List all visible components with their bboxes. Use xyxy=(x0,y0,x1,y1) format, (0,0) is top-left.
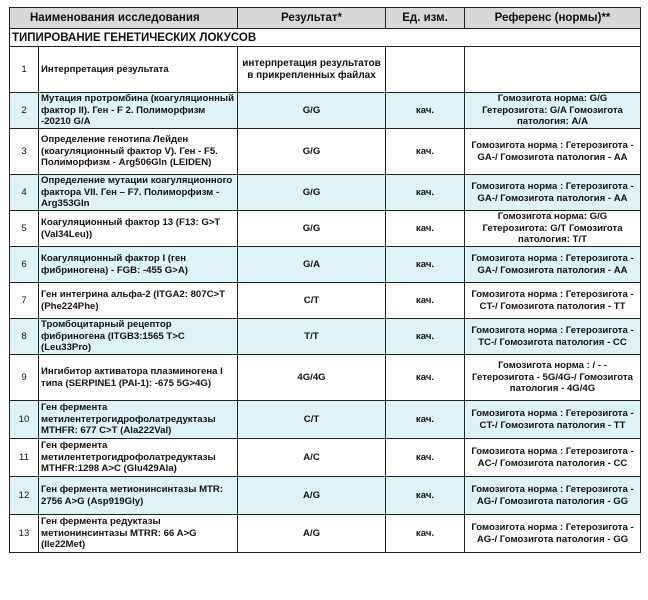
table-row xyxy=(10,355,641,401)
header-result: Результат* xyxy=(238,8,386,29)
test-name: Ген фермента метионинсинтазы MTR: 2756 A>G (Asp919Gly) xyxy=(39,477,238,515)
row-number: 6 xyxy=(10,247,39,283)
row-number: 9 xyxy=(10,355,39,401)
reference-value: Гомозигота норма : Гетерозигота - CT-/ Гомозигота патология - TT xyxy=(465,283,641,319)
result-value: C/T xyxy=(238,283,386,319)
test-name: Определение генотипа Лейден (коагуляционный фактор V). Ген - F5. Полиморфизм - Arg506Gln (LEIDEN) xyxy=(39,129,238,175)
unit-value: кач. xyxy=(386,247,465,283)
unit-value: кач. xyxy=(386,175,465,211)
reference-value xyxy=(465,47,641,93)
test-name: Коагуляционный фактор I (ген фибриногена) - FGB: -455 G>A) xyxy=(39,247,238,283)
unit-value: кач. xyxy=(386,93,465,129)
section-row xyxy=(10,29,641,47)
unit-value: кач. xyxy=(386,355,465,401)
result-value: G/G xyxy=(238,211,386,247)
row-number: 12 xyxy=(10,477,39,515)
test-name: Ген фермента метилентетрогидрофолатредуктазы MTHFR:1298 A>C (Glu429Ala) xyxy=(39,439,238,477)
table-row xyxy=(10,247,641,283)
reference-value: Гомозигота норма: G/G Гетерозигота: G/A Гомозигота патология: A/A xyxy=(465,93,641,129)
table-row xyxy=(10,93,641,129)
result-value: A/C xyxy=(238,439,386,477)
result-value: C/T xyxy=(238,401,386,439)
unit-value: кач. xyxy=(386,129,465,175)
result-value: G/G xyxy=(238,175,386,211)
result-value: A/G xyxy=(238,477,386,515)
test-name: Ген фермента метилентетрогидрофолатредуктазы MTHFR: 677 C>T (Ala222Val) xyxy=(39,401,238,439)
test-name: Тромбоцитарный рецептор фибриногена (ITGB3:1565 T>C (Leu33Pro) xyxy=(39,319,238,355)
table-row xyxy=(10,439,641,477)
reference-value: Гомозигота норма : Гетерозигота - AC-/ Гомозигота патология - CC xyxy=(465,439,641,477)
table-row xyxy=(10,319,641,355)
unit-value: кач. xyxy=(386,211,465,247)
result-value: 4G/4G xyxy=(238,355,386,401)
row-number: 11 xyxy=(10,439,39,477)
header-name: Наименования исследования xyxy=(10,8,238,29)
reference-value: Гомозигота норма : Гетерозигота - TC-/ Гомозигота патология - CC xyxy=(465,319,641,355)
unit-value: кач. xyxy=(386,283,465,319)
result-value: G/G xyxy=(238,129,386,175)
row-number: 10 xyxy=(10,401,39,439)
test-name: Определение мутации коагуляционного фактора VII. Ген – F7. Полиморфизм - Arg353Gln xyxy=(39,175,238,211)
reference-value: Гомозигота норма : Гетерозигота - CT-/ Гомозигота патология - TT xyxy=(465,401,641,439)
result-value: интерпретация результатов в прикрепленных файлах xyxy=(238,47,386,93)
table-row xyxy=(10,211,641,247)
test-name: Коагуляционный фактор 13 (F13: G>T (Val34Leu)) xyxy=(39,211,238,247)
header-reference: Референс (нормы)** xyxy=(465,8,641,29)
result-value: T/T xyxy=(238,319,386,355)
table-row xyxy=(10,401,641,439)
unit-value: кач. xyxy=(386,439,465,477)
row-number: 8 xyxy=(10,319,39,355)
row-number: 2 xyxy=(10,93,39,129)
table-row xyxy=(10,477,641,515)
test-name: Ингибитор активатора плазминогена I типа (SERPINE1 (PAI-1): -675 5G>4G) xyxy=(39,355,238,401)
row-number: 3 xyxy=(10,129,39,175)
section-title: ТИПИРОВАНИЕ ГЕНЕТИЧЕСКИХ ЛОКУСОВ xyxy=(10,29,641,47)
table-row xyxy=(10,129,641,175)
row-number: 4 xyxy=(10,175,39,211)
result-value: G/A xyxy=(238,247,386,283)
unit-value: кач. xyxy=(386,515,465,553)
reference-value: Гомозигота норма : Гетерозигота - AG-/ Гомозигота патология - GG xyxy=(465,515,641,553)
reference-value: Гомозигота норма : Гетерозигота - GA-/ Гомозигота патология - AA xyxy=(465,129,641,175)
unit-value xyxy=(386,47,465,93)
row-number: 13 xyxy=(10,515,39,553)
reference-value: Гомозигота норма : / - - Гетерозигота - 5G/4G-/ Гомозигота патология - 4G/4G xyxy=(465,355,641,401)
table-row xyxy=(10,283,641,319)
test-name: Ген интегрина альфа-2 (ITGA2: 807C>T (Phe224Phe) xyxy=(39,283,238,319)
test-name: Интерпретация результата xyxy=(39,47,238,93)
reference-value: Гомозигота норма: G/G Гетерозигота: G/T Гомозигота патология: T/T xyxy=(465,211,641,247)
results-sheet xyxy=(9,7,640,553)
row-number: 7 xyxy=(10,283,39,319)
test-name: Ген фермента редуктазы метионинсинтазы MTRR: 66 A>G (Ile22Met) xyxy=(39,515,238,553)
unit-value: кач. xyxy=(386,401,465,439)
result-value: A/G xyxy=(238,515,386,553)
result-value: G/G xyxy=(238,93,386,129)
table-row xyxy=(10,175,641,211)
table-row xyxy=(10,47,641,93)
unit-value: кач. xyxy=(386,477,465,515)
row-number: 5 xyxy=(10,211,39,247)
row-number: 1 xyxy=(10,47,39,93)
test-name: Мутация протромбина (коагуляционный фактор II). Ген - F 2. Полиморфизм -20210 G/A xyxy=(39,93,238,129)
table-row xyxy=(10,515,641,553)
reference-value: Гомозигота норма : Гетерозигота - GA-/ Гомозигота патология - AA xyxy=(465,247,641,283)
results-table xyxy=(9,7,641,553)
reference-value: Гомозигота норма : Гетерозигота - GA-/ Гомозигота патология - AA xyxy=(465,175,641,211)
unit-value: кач. xyxy=(386,319,465,355)
table-header-row xyxy=(10,8,641,29)
header-unit: Ед. изм. xyxy=(386,8,465,29)
reference-value: Гомозигота норма : Гетерозигота - AG-/ Гомозигота патология - GG xyxy=(465,477,641,515)
